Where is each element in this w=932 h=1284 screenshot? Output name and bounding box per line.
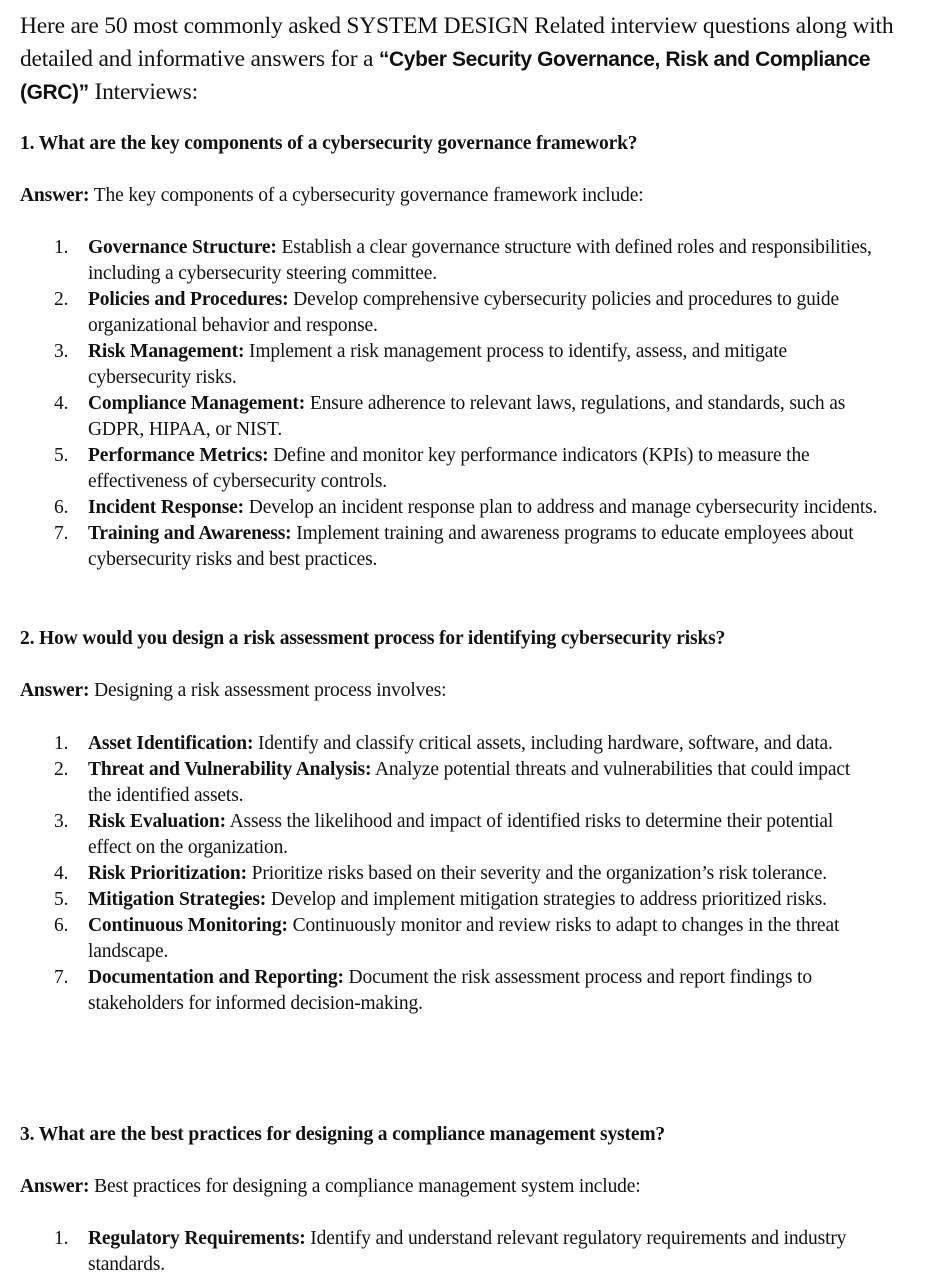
- list-term: Risk Prioritization:: [88, 863, 247, 884]
- list-item: [0, 887, 878, 913]
- list-item: [0, 287, 878, 339]
- list-text: Prioritize risks based on their severity and the organization’s risk tolerance.: [246, 863, 827, 884]
- answer-text: Designing a risk assessment process involves:: [94, 680, 447, 701]
- list-text: Identify and understand relevant regulatory requirements and industry standards.: [88, 1228, 847, 1275]
- question-1-answer: [20, 183, 920, 209]
- list-item: [0, 731, 878, 757]
- list-term: Threat and Vulnerability Analysis:: [88, 759, 372, 780]
- list-number: 7.: [54, 967, 69, 988]
- list-number: 7.: [54, 523, 69, 544]
- list-item: [0, 809, 878, 861]
- question-1-heading: 1. What are the key components of a cybersecurity governance framework?: [20, 133, 638, 154]
- answer-label: Answer:: [20, 680, 90, 701]
- list-text: Ensure adherence to relevant laws, regulations, and standards, such as GDPR, HIPAA, or NIST.: [88, 393, 846, 440]
- intro-highlight: “Cyber Security Governance, Risk and Compliance (GRC)”: [20, 48, 871, 104]
- list-number: 3.: [54, 811, 69, 832]
- list-term: Risk Management:: [88, 341, 245, 362]
- list-item: [0, 495, 878, 521]
- list-number: 4.: [54, 863, 69, 884]
- list-text: Analyze potential threats and vulnerabilities that could impact the identified assets.: [88, 759, 851, 806]
- list-number: 1.: [54, 237, 69, 258]
- list-term: Regulatory Requirements:: [88, 1228, 306, 1249]
- list-text: Document the risk assessment process and report findings to stakeholders for informed decision-making.: [88, 967, 812, 1014]
- list-term: Asset Identification:: [88, 733, 254, 754]
- list-term: Continuous Monitoring:: [88, 915, 288, 936]
- intro-text: Here are 50 most commonly asked SYSTEM DESIGN Related interview questions along with detailed and informative answers for a: [20, 13, 894, 72]
- list-item: [0, 391, 878, 443]
- list-text: Develop an incident response plan to address and manage cybersecurity incidents.: [244, 497, 878, 518]
- question-3-heading: 3. What are the best practices for designing a compliance management system?: [20, 1124, 666, 1145]
- answer-text: The key components of a cybersecurity governance framework include:: [93, 185, 644, 206]
- list-item: [0, 1226, 878, 1278]
- list-item: [0, 521, 878, 573]
- list-text: Develop comprehensive cybersecurity policies and procedures to guide organizational behavior and response.: [88, 289, 840, 336]
- question-2-answer: [20, 678, 920, 704]
- question-2-heading: 2. How would you design a risk assessment process for identifying cybersecurity risks?: [20, 628, 726, 649]
- question-1-list: [0, 235, 900, 573]
- list-term: Governance Structure:: [88, 237, 277, 258]
- question-3-list: [0, 1226, 900, 1278]
- answer-text: Best practices for designing a compliance management system include:: [94, 1176, 641, 1197]
- list-number: 4.: [54, 393, 69, 414]
- list-item: [0, 235, 878, 287]
- list-text: Identify and classify critical assets, including hardware, software, and data.: [253, 733, 833, 754]
- list-number: 2.: [54, 759, 69, 780]
- list-term: Mitigation Strategies:: [88, 889, 267, 910]
- list-text: Assess the likelihood and impact of identified risks to determine their potential effect on the organization.: [88, 811, 834, 858]
- list-number: 2.: [54, 289, 69, 310]
- answer-label: Answer:: [20, 1176, 90, 1197]
- list-term: Risk Evaluation:: [88, 811, 226, 832]
- list-text: Define and monitor key performance indicators (KPIs) to measure the effectiveness of cybersecurity controls.: [88, 445, 810, 492]
- question-3-answer: [20, 1174, 920, 1200]
- list-number: 1.: [54, 1228, 69, 1249]
- list-item: [0, 913, 878, 965]
- list-number: 6.: [54, 497, 69, 518]
- list-text: Implement training and awareness programs to educate employees about cybersecurity risks and best practices.: [88, 523, 854, 570]
- list-term: Performance Metrics:: [88, 445, 269, 466]
- list-text: Establish a clear governance structure with defined roles and responsibilities, including a cybersecurity steering committee.: [88, 237, 872, 284]
- intro-paragraph: [20, 10, 910, 109]
- list-text: Implement a risk management process to identify, assess, and mitigate cybersecurity risks.: [88, 341, 788, 388]
- list-term: Documentation and Reporting:: [88, 967, 344, 988]
- list-item: [0, 757, 878, 809]
- list-item: [0, 965, 878, 1017]
- list-text: Develop and implement mitigation strategies to address prioritized risks.: [266, 889, 827, 910]
- list-term: Policies and Procedures:: [88, 289, 289, 310]
- list-term: Incident Response:: [88, 497, 245, 518]
- list-item: [0, 861, 878, 887]
- list-number: 3.: [54, 341, 69, 362]
- list-text: Continuously monitor and review risks to adapt to changes in the threat landscape.: [88, 915, 840, 962]
- list-number: 6.: [54, 915, 69, 936]
- answer-label: Answer:: [20, 185, 90, 206]
- list-item: [0, 443, 878, 495]
- list-number: 5.: [54, 445, 69, 466]
- intro-text-end: Interviews:: [88, 79, 198, 105]
- list-item: [0, 339, 878, 391]
- question-2-list: [0, 731, 900, 1017]
- list-term: Training and Awareness:: [88, 523, 292, 544]
- list-number: 1.: [54, 733, 69, 754]
- list-term: Compliance Management:: [88, 393, 306, 414]
- list-number: 5.: [54, 889, 69, 910]
